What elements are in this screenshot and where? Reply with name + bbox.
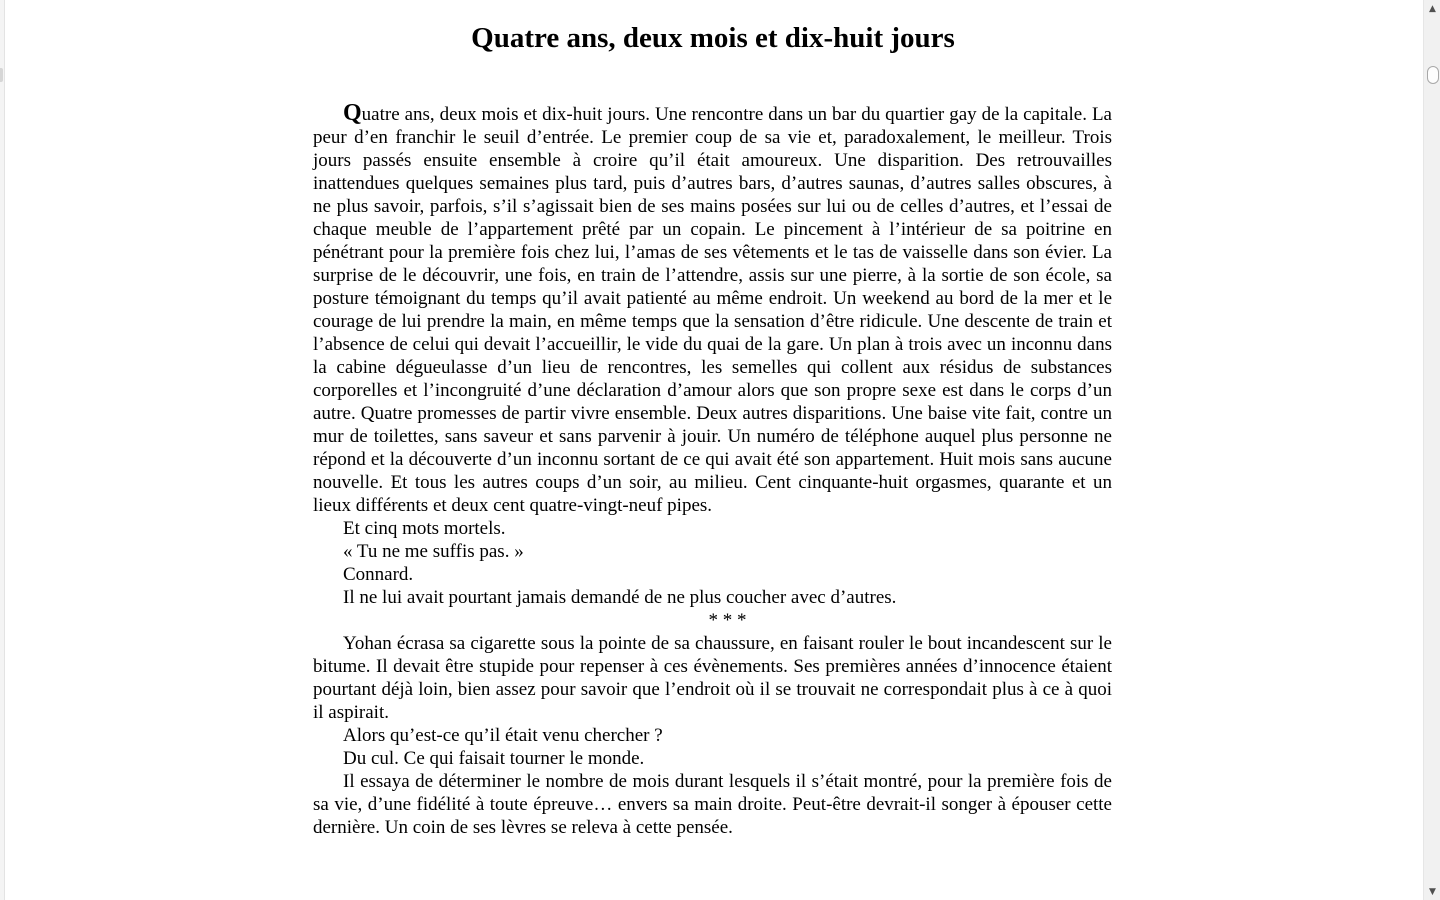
paragraph: Il essaya de déterminer le nombre de mois durant lesquels il s’était montré, pour la première fois de sa vie, d’une fidélité à toute épreuve… envers sa main droite. Peut-être devrait-il songer à épouser cette dernière. Un coin de ses lèvres se releva à cette pensée. xyxy=(313,771,1112,838)
document-viewport xyxy=(4,0,1422,900)
paragraph: Il ne lui avait pourtant jamais demandé de ne plus coucher avec d’autres. xyxy=(343,587,897,608)
drop-cap: Q xyxy=(343,100,362,126)
document-body xyxy=(313,100,1112,839)
paragraph-opening xyxy=(313,100,1112,517)
paragraph: Du cul. Ce qui faisait tourner le monde. xyxy=(343,748,645,769)
paragraph: Connard. xyxy=(343,564,414,585)
scroll-up-arrow-icon[interactable]: ▲ xyxy=(1429,3,1436,14)
paragraph-opening-text: uatre ans, deux mois et dix-huit jours. Une rencontre dans un bar du quartier gay de la capitale. La peur d’en franchir le seuil d’entrée. Le premier coup de sa vie et, paradoxalement, le meilleur. Trois jours passés ensuite ensemble à croire qu’il était amoureux. Une disparition. Des retrouvailles inattendues quelques semaines plus tard, puis d’autres bars, d’autres saunas, d’autres salles obscures, à ne plus savoir, parfois, s’il s’agissait bien de ses mains posées sur lui ou de celles d’autres, et l’essai de chaque meuble de l’appartement prêté par un copain. Le pincement à l’intérieur de sa poitrine en pénétrant pour la première fois chez lui, l’amas de ses vêtements et le tas de vaisselle dans son évier. La surprise de le découvrir, une fois, en train de l’attendre, assis sur une pierre, à la sortie de son école, sa posture témoignant du temps qu’il avait patienté au même endroit. Un weekend au bord de la mer et le courage de lui prendre la main, en même temps que la sensation d’être ridicule. Une descente de train et l’absence de celui qui devait l’accueillir, le vide du quai de la gare. Un plan à trois avec un inconnu dans la cabine dégueulasse d’un lieu de rencontres, les semelles qui collent aux résidus de substances corporelles et l’incongruité d’une déclaration d’amour alors que son propre sexe est dans le corps d’un autre. Quatre promesses de partir vivre ensemble. Deux autres disparitions. Une baise vite fait, contre un mur de toilettes, sans saveur et sans parvenir à jouir. Un numéro de téléphone auquel plus personne ne répond et la découverte d’un inconnu sortant de ce qui avait été son appartement. Huit mois sans aucune nouvelle. Et tous les autres coups d’un soir, au milieu. Cent cinquante-huit orgasmes, quarante et un lieux différents et deux cent quatre-vingt-neuf pipes. xyxy=(313,104,1112,516)
left-edge-grip[interactable] xyxy=(0,68,3,82)
page-title: Quatre ans, deux mois et dix-huit jours xyxy=(471,22,955,54)
paragraph: Alors qu’est-ce qu’il était venu chercher ? xyxy=(343,725,663,746)
vertical-scrollbar[interactable] xyxy=(1423,0,1440,900)
section-separator: * * * xyxy=(708,610,747,631)
paragraph: « Tu ne me suffis pas. » xyxy=(343,541,524,562)
scroll-down-arrow-icon[interactable]: ▼ xyxy=(1429,886,1436,897)
scrollbar-thumb[interactable] xyxy=(1427,66,1439,84)
paragraph: Et cinq mots mortels. xyxy=(343,518,506,539)
paragraph: Yohan écrasa sa cigarette sous la pointe de sa chaussure, en faisant rouler le bout incandescent sur le bitume. Il devait être stupide pour repenser à ces évènements. Ses premières années d’innocence étaient pourtant déjà loin, bien assez pour savoir que l’endroit où il se trouvait ne correspondait plus à ce à quoi il aspirait. xyxy=(313,633,1112,723)
